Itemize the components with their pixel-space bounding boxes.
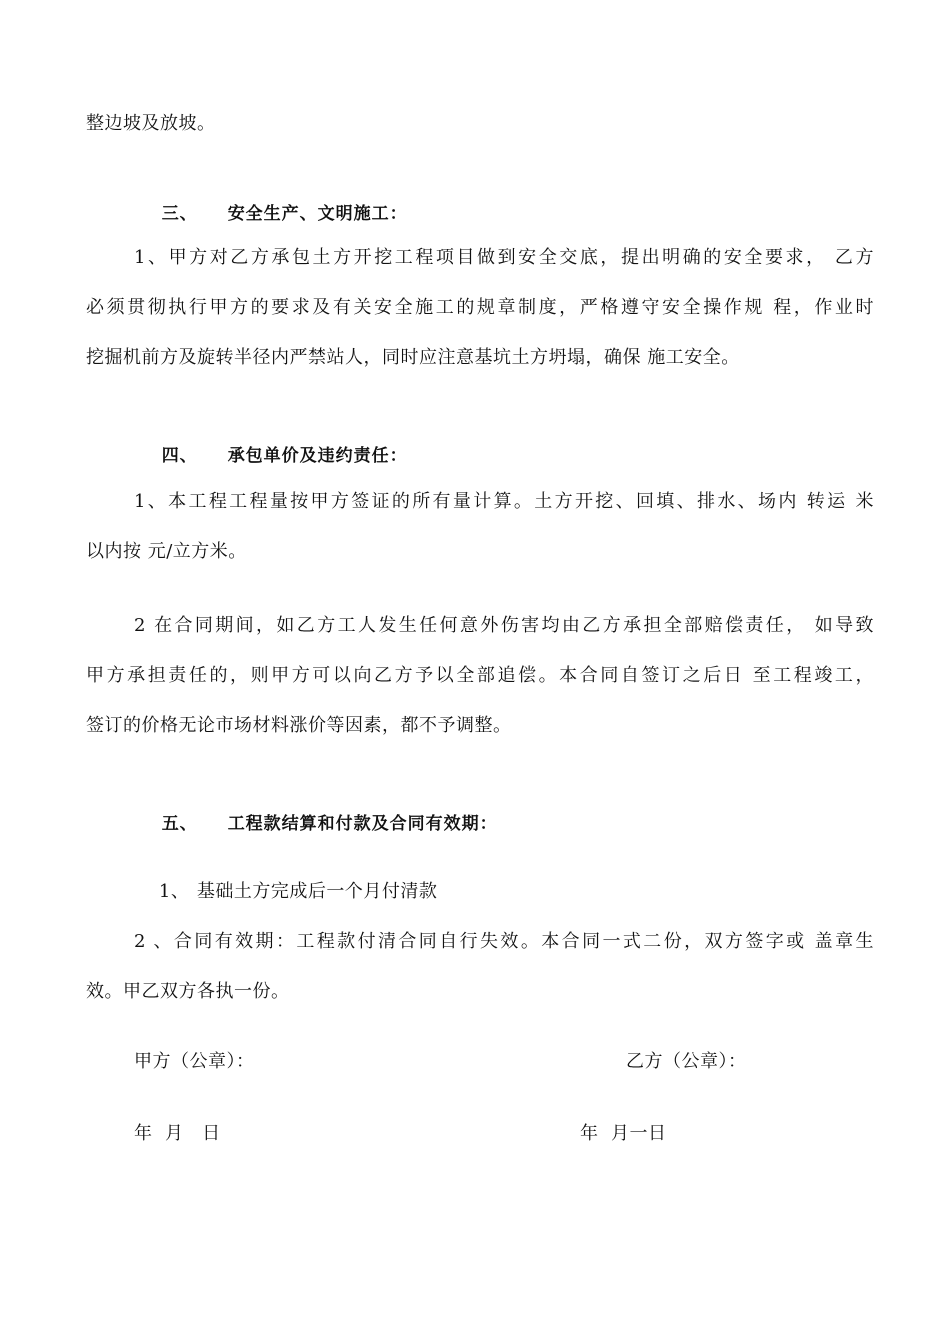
- section-4-para-2-line-1: 2 在合同期间，如乙方工人发生任何意外伤害均由乙方承担全部赔偿责任， 如导致: [134, 615, 874, 636]
- section-5-item-2-text: 合同有效期：工程款付清合同自行失效。本合同一式二份，双方签字或 盖章生: [172, 931, 874, 952]
- section-3-heading: [134, 178, 408, 250]
- party-a-signature-label: 甲方（公章）：: [134, 1051, 255, 1072]
- section-4-heading: [134, 420, 408, 492]
- section-3-number: 三、: [161, 204, 198, 224]
- section-3-para-1-line-3: 挖掘机前方及旋转半径内严禁站人，同时应注意基坑土方坍塌，确保 施工安全。: [86, 347, 740, 368]
- section-4-number: 四、: [161, 446, 198, 466]
- section-4-para-1-line-1: 1、本工程工程量按甲方签证的所有量计算。土方开挖、回填、排水、场内 转运 米: [134, 491, 874, 512]
- section-3-para-1-line-1: 1、甲方对乙方承包土方开挖工程项目做到安全交底，提出明确的安全要求， 乙方: [134, 247, 874, 268]
- section-5-title: 工程款结算和付款及合同有效期：: [227, 814, 498, 834]
- party-b-date: 年 月一日: [580, 1123, 667, 1144]
- section-5-heading: [134, 788, 498, 860]
- section-5-number: 五、: [161, 814, 198, 834]
- section-4-title: 承包单价及违约责任：: [227, 446, 408, 466]
- section-4-para-2-line-2: 甲方承担责任的，则甲方可以向乙方予以全部追偿。本合同自签订之后日 至工程竣工，: [86, 665, 874, 686]
- section-3-para-1-line-2: 必须贯彻执行甲方的要求及有关安全施工的规章制度，严格遵守安全操作规 程，作业时: [86, 297, 874, 318]
- section-5-item-1-text: 基础土方完成后一个月付清款: [196, 881, 438, 902]
- section-3-title: 安全生产、文明施工：: [227, 204, 408, 224]
- party-a-date: 年 月 日: [134, 1123, 221, 1144]
- section-5-item-1: [134, 856, 437, 928]
- section-4-para-1-line-2: 以内按 元/立方米。: [86, 541, 247, 562]
- section-5-item-1-number: 1、: [158, 881, 190, 902]
- party-b-signature-label: 乙方（公章）：: [626, 1051, 747, 1072]
- section-5-item-2-line-1: [134, 930, 874, 954]
- section-5-item-2-line-2: 效。甲乙双方各执一份。: [86, 981, 290, 1002]
- intro-line: 整边坡及放坡。: [86, 113, 216, 134]
- section-4-para-2-line-3: 签订的价格无论市场材料涨价等因素，都不予调整。: [86, 715, 512, 736]
- section-5-item-2-number: 2、: [134, 931, 172, 952]
